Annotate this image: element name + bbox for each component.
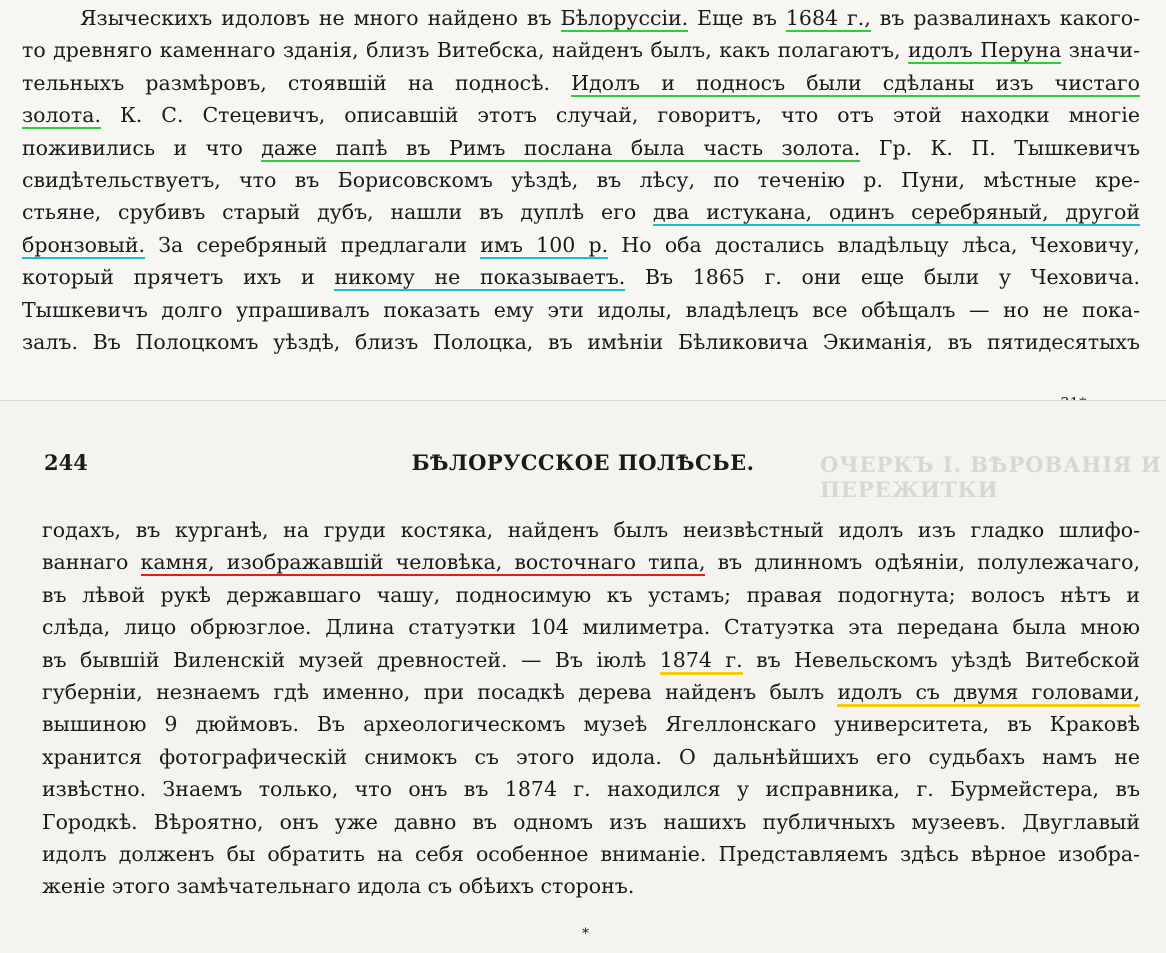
page-header xyxy=(0,450,1166,480)
text-line: Тышкевичъ долго упрашивалъ показать ему эти идолы, владѣлецъ все обѣщалъ — но не пока- xyxy=(22,297,1140,322)
highlighted-phrase: 1874 г. xyxy=(660,648,743,675)
text-line: въ бывшій Виленскій музей древностей. — Въ іюлѣ 1874 г. въ Невельскомъ уѣздѣ Витебской xyxy=(42,644,1140,676)
text-line: ваннаго камня, изображавшій человѣка, восточнаго типа, въ длинномъ одѣяніи, полулежачаго, xyxy=(42,550,1140,575)
text-line: тельныхъ размѣровъ, стоявшій на подносѣ. Идолъ и подносъ были сдѣланы изъ чистаго xyxy=(22,70,1141,95)
highlighted-phrase: даже папѣ въ Римъ послана была часть золота. xyxy=(261,135,861,160)
highlighted-phrase: два истукана, одинъ серебряный, другой xyxy=(653,200,1140,225)
text-line: свидѣтельствуетъ, что въ Борисовскомъ уѣздѣ, въ лѣсу, по теченію р. Пуни, мѣстные кре- xyxy=(22,168,1140,193)
text-line: слѣда, лицо обрюзглое. Длина статуэтки 104 милиметра. Статуэтка эта передана была мною xyxy=(42,615,1140,640)
text-line: хранится фотографическій снимокъ съ этого идола. О дальнѣйшихъ его судьбахъ намъ не xyxy=(42,744,1140,769)
text-line: то древняго каменнаго зданія, близъ Витебска, найденъ былъ, какъ полагаютъ, идолъ Перуна значи- xyxy=(22,38,1140,63)
text-line: стьяне, срубивъ старый дубъ, нашли въ дуплѣ его два истукана, одинъ серебряный, другой xyxy=(22,200,1140,225)
text-line: извѣстно. Знаемъ только, что онъ въ 1874 г. находился у исправника, г. Бурмейстера, въ xyxy=(42,777,1140,802)
bottom-page-text xyxy=(42,514,1140,903)
text-line: бронзовый. За серебряный предлагали имъ 100 р. Но оба достались владѣльцу лѣса, Чеховичу, xyxy=(22,232,1140,257)
highlighted-phrase: камня, изображавшій человѣка, восточнаго типа, xyxy=(140,550,706,575)
highlighted-phrase: бронзовый. xyxy=(22,232,146,257)
text-line: Языческихъ идоловъ не много найдено въ Бѣлоруссіи. Еще въ 1684 г., въ развалинахъ какого- xyxy=(80,6,1141,30)
highlighted-phrase: никому не показываетъ. xyxy=(334,265,626,290)
highlighted-phrase: золота. xyxy=(22,103,101,128)
highlighted-phrase: идолъ съ двумя головами, xyxy=(837,680,1140,707)
text-line: губерніи, незнаемъ гдѣ именно, при посадкѣ дерева найденъ былъ идолъ съ двумя головами, xyxy=(42,676,1140,708)
top-page-fragment xyxy=(0,0,1166,400)
text-line: залъ. Въ Полоцкомъ уѣздѣ, близъ Полоцка, въ имѣніи Бѣликовича Экиманія, въ пятидесятыхъ xyxy=(22,330,1140,355)
highlighted-phrase: Идолъ и подносъ были сдѣланы изъ чистаго xyxy=(571,70,1141,95)
text-line: годахъ, въ курганѣ, на груди костяка, найденъ былъ неизвѣстный идолъ изъ гладко шлифо- xyxy=(42,518,1140,542)
highlighted-phrase: идолъ Перуна xyxy=(908,38,1062,63)
text-line: женіе этого замѣчательнаго идола съ обѣихъ сторонъ. xyxy=(42,874,635,899)
text-line: золота. К. С. Стецевичъ, описавшій этотъ случай, говоритъ, что отъ этой находки многіе xyxy=(22,103,1140,128)
text-line: въ лѣвой рукѣ державшаго чашу, подносимую къ устамъ; правая подогнута; волосъ нѣтъ и xyxy=(42,582,1140,607)
text-line: вышиною 9 дюймовъ. Въ археологическомъ музеѣ Ягеллонскаго университета, въ Краковѣ xyxy=(42,712,1140,737)
text-line: Городкѣ. Вѣроятно, онъ уже давно въ одномъ изъ нашихъ публичныхъ музеевъ. Двуглавый xyxy=(42,809,1140,834)
bottom-marker: * xyxy=(582,926,589,942)
text-line: поживились и что даже папѣ въ Римъ послана была часть золота. Гр. К. П. Тышкевичъ xyxy=(22,135,1140,160)
highlighted-phrase: имъ 100 р. xyxy=(480,232,609,257)
running-title: БѢЛОРУССКОЕ ПОЛѢСЬЕ. xyxy=(411,450,755,475)
highlighted-phrase: 1684 г., xyxy=(785,6,871,30)
bleed-through-text: ОЧЕРКЪ I. ВѢРОВАНІЯ И ПЕРЕЖИТКИ xyxy=(820,452,1162,502)
top-page-text xyxy=(22,2,1140,358)
highlighted-phrase: Бѣлоруссіи. xyxy=(560,6,689,30)
text-line: идолъ долженъ бы обратить на себя особенное вниманіе. Представляемъ здѣсь вѣрное изобра- xyxy=(42,842,1140,867)
page-number: 244 xyxy=(44,450,88,475)
text-line: который прячетъ ихъ и никому не показываетъ. Въ 1865 г. они еще были у Чеховича. xyxy=(22,265,1140,290)
